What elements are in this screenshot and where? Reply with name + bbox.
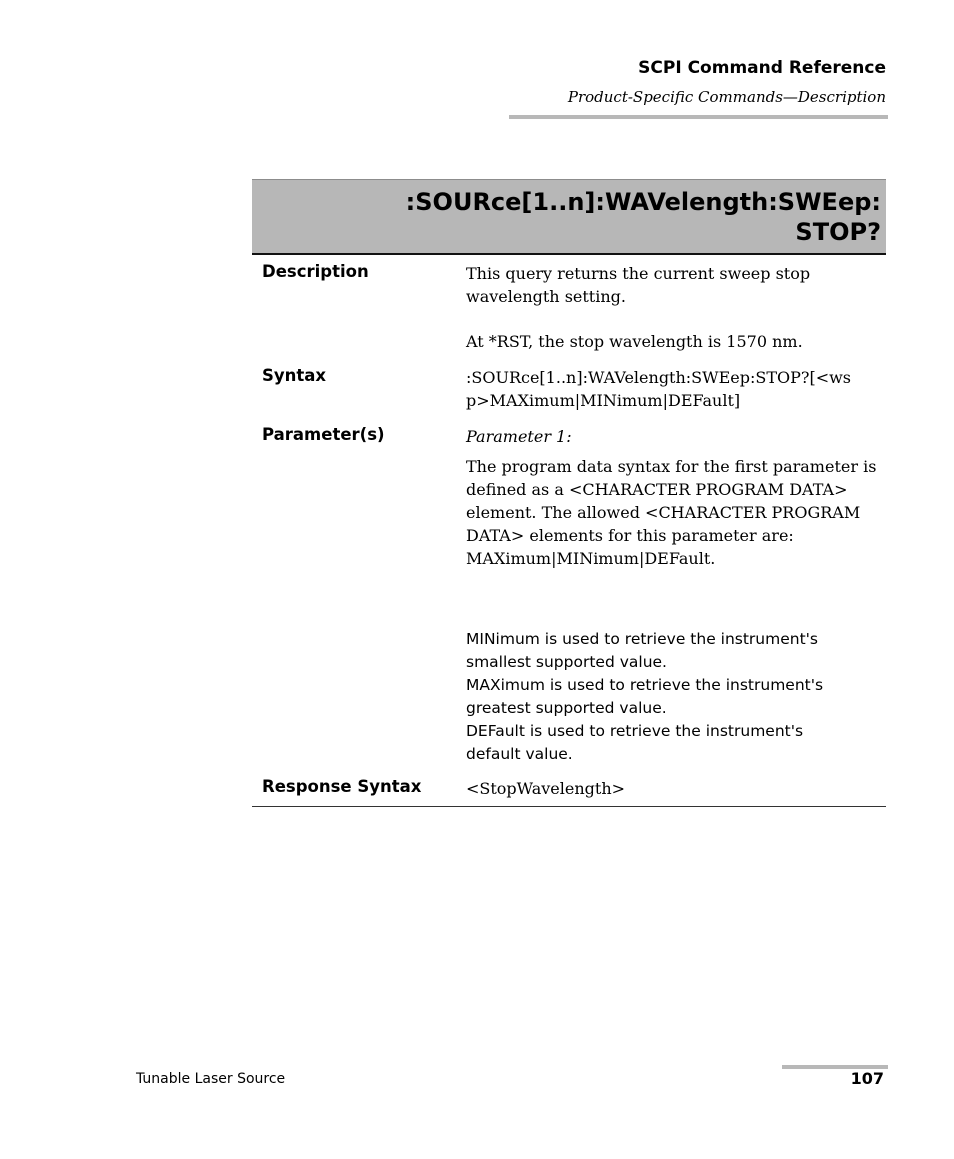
syntax-text xyxy=(466,366,884,412)
running-header-title: SCPI Command Reference xyxy=(638,58,886,78)
response-syntax-line: <StopWavelength> xyxy=(466,779,626,798)
parameter-line: The program data syntax for the first parameter is xyxy=(466,457,877,476)
page-number: 107 xyxy=(850,1069,884,1088)
parameter-line: DATA> elements for this parameter are: xyxy=(466,526,794,545)
parameter-line: DEFault is used to retrieve the instrument's xyxy=(466,722,804,740)
description-label: Description xyxy=(262,262,369,281)
parameter-heading: Parameter 1: xyxy=(466,427,572,446)
table-bottom-rule xyxy=(252,806,886,807)
description-line: At *RST, the stop wavelength is 1570 nm. xyxy=(466,332,803,351)
syntax-line: p>MAXimum|MINimum|DEFault] xyxy=(466,391,741,410)
response-syntax-value xyxy=(466,777,884,800)
command-banner xyxy=(252,179,886,255)
parameters-label: Parameter(s) xyxy=(262,425,385,444)
description-line: wavelength setting. xyxy=(466,287,626,306)
parameter-line: element. The allowed <CHARACTER PROGRAM xyxy=(466,503,861,522)
command-title-line-2: STOP? xyxy=(795,218,881,246)
command-title xyxy=(406,187,881,247)
running-header-subtitle: Product-Specific Commands—Description xyxy=(567,88,886,106)
parameter-line: MAXimum is used to retrieve the instrument's xyxy=(466,676,824,694)
parameter-line: MAXimum|MINimum|DEFault. xyxy=(466,549,716,568)
command-title-line-1: :SOURce[1..n]:WAVelength:SWEep: xyxy=(405,188,881,216)
description-text xyxy=(466,262,884,353)
parameter-line: defined as a <CHARACTER PROGRAM DATA> xyxy=(466,480,848,499)
parameters-text xyxy=(466,425,884,766)
syntax-label: Syntax xyxy=(262,366,327,385)
parameter-line: default value. xyxy=(466,745,573,763)
parameter-line: smallest supported value. xyxy=(466,653,667,671)
response-syntax-label: Response Syntax xyxy=(262,777,422,796)
parameter-line: greatest supported value. xyxy=(466,699,667,717)
header-rule xyxy=(509,115,888,119)
syntax-line: :SOURce[1..n]:WAVelength:SWEep:STOP?[<ws xyxy=(466,368,852,387)
description-line: This query returns the current sweep stop xyxy=(466,264,811,283)
footer-product-name: Tunable Laser Source xyxy=(136,1071,286,1087)
parameter-line: MINimum is used to retrieve the instrument's xyxy=(466,630,819,648)
